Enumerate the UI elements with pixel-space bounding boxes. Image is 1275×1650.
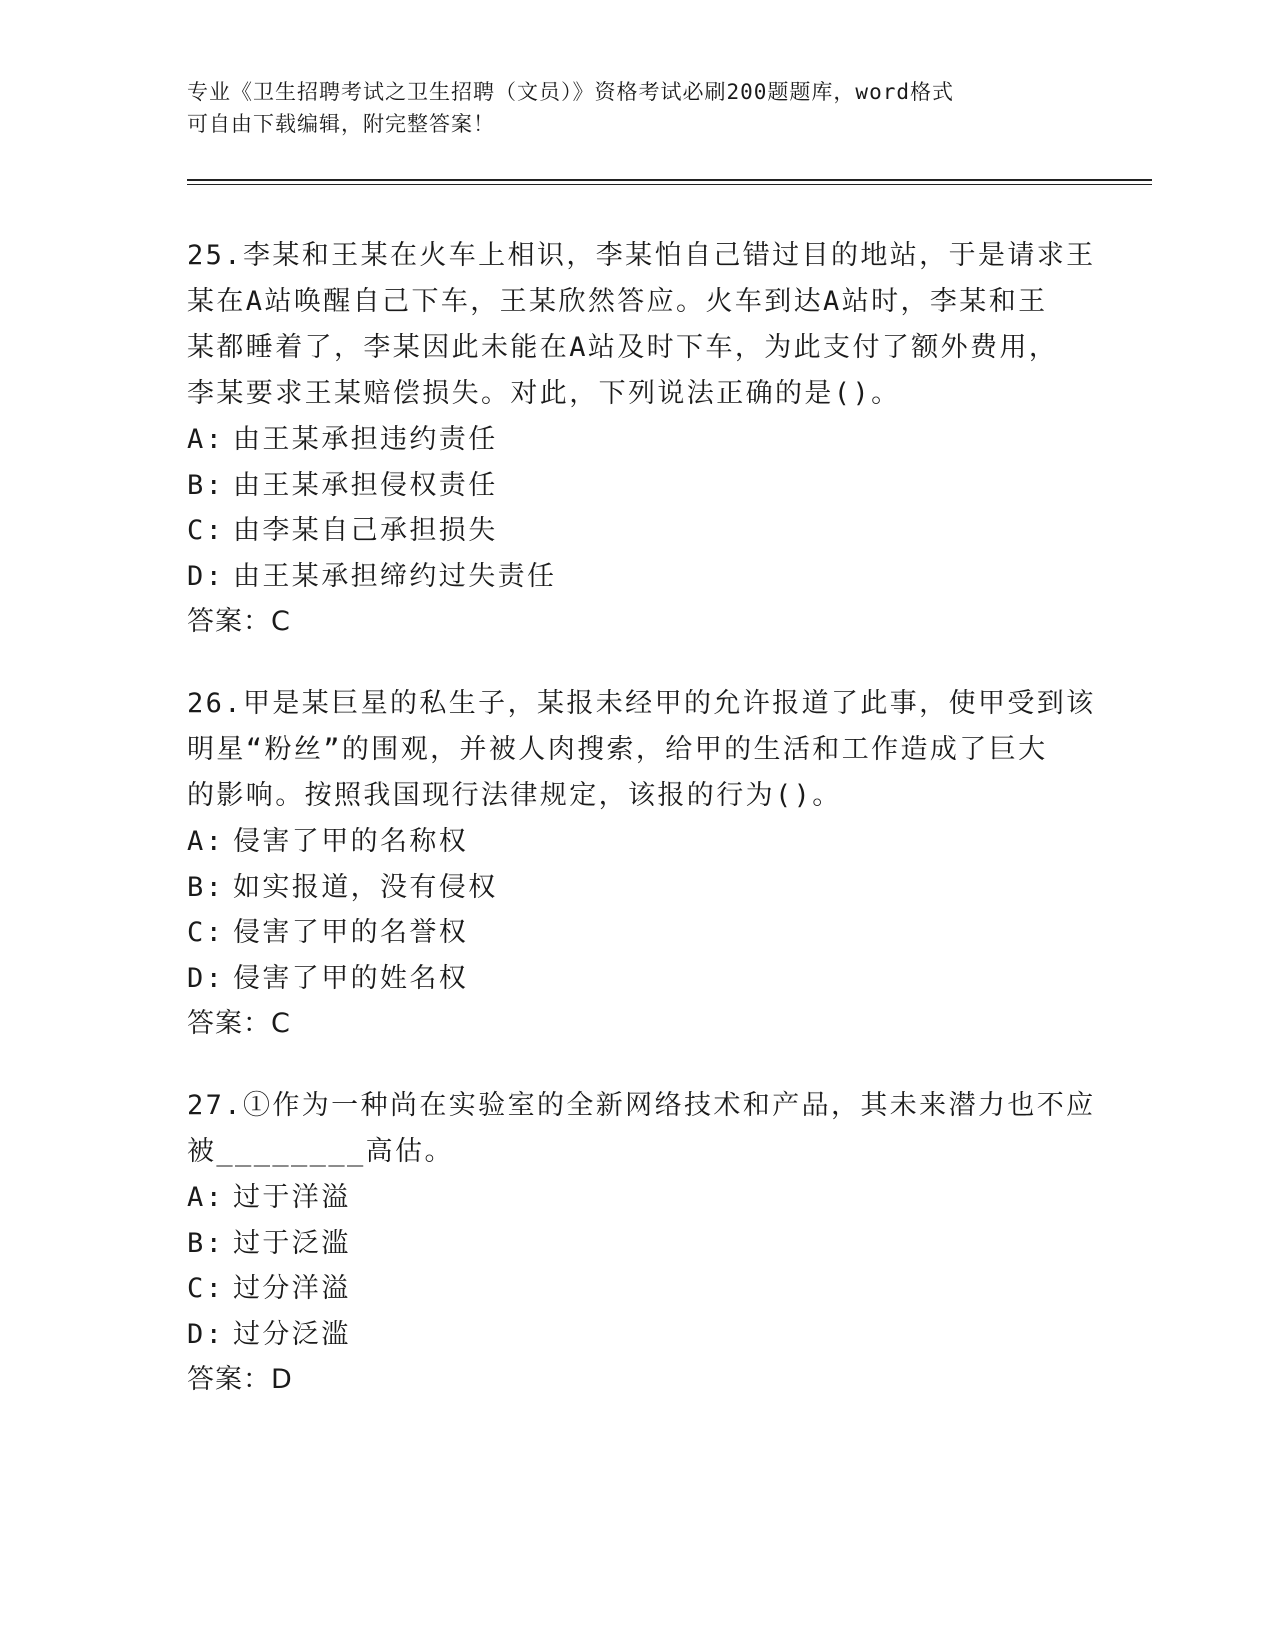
option-text: 由王某承担违约责任 (233, 424, 498, 455)
header-title-line-2: 可自由下载编辑，附完整答案！ (187, 112, 495, 136)
option-a (187, 417, 1087, 463)
question-stem-line: 的影响。按照我国现行法律规定，该报的行为()。 (187, 780, 842, 811)
option-key: C: (187, 917, 225, 948)
question-list (187, 233, 1096, 1439)
question-stem-line: 26.甲是某巨星的私生子，某报未经甲的允许报道了此事，使甲受到该 (187, 688, 1096, 719)
option-b (187, 865, 1087, 911)
option-key: D: (187, 1318, 225, 1350)
option-b (187, 1221, 1087, 1267)
question-stem-line: 某在A站唤醒自己下车，王某欣然答应。火车到达A站时，李某和王 (187, 286, 1048, 317)
option-c (187, 1266, 1087, 1312)
option-b (187, 463, 1087, 509)
question-stem-line: 某都睡着了，李某因此未能在A站及时下车，为此支付了额外费用， (187, 332, 1059, 363)
option-c (187, 508, 1087, 554)
option-key: C: (187, 515, 225, 546)
option-key: B: (187, 1227, 225, 1259)
answer-line: 答案：C (187, 606, 291, 637)
option-key: A: (187, 1182, 225, 1213)
answer-line: 答案：D (187, 1364, 293, 1395)
option-text: 侵害了甲的名誉权 (233, 917, 469, 948)
option-d (187, 1312, 1087, 1358)
document-header (187, 76, 1087, 140)
option-text: 侵害了甲的姓名权 (233, 962, 469, 994)
option-key: B: (187, 469, 225, 501)
option-text: 由王某承担侵权责任 (233, 469, 498, 501)
option-key: C: (187, 1273, 225, 1304)
question-stem-line: 李某要求王某赔偿损失。对此，下列说法正确的是()。 (187, 378, 901, 409)
option-key: A: (187, 826, 225, 857)
option-key: B: (187, 871, 225, 903)
option-text: 侵害了甲的名称权 (233, 826, 469, 857)
question-stem-line: 明星“粉丝”的围观，并被人肉搜索，给甲的生活和工作造成了巨大 (187, 734, 1048, 765)
question-25 (187, 233, 1096, 645)
option-text: 过于泛滥 (233, 1227, 351, 1259)
question-stem-line: 27.①作为一种尚在实验室的全新网络技术和产品，其未来潜力也不应 (187, 1090, 1096, 1121)
option-text: 由李某自己承担损失 (233, 515, 498, 546)
option-text: 如实报道，没有侵权 (233, 871, 498, 903)
option-d (187, 956, 1087, 1002)
question-stem-line: 被________高估。 (187, 1136, 454, 1167)
answer-line: 答案：C (187, 1008, 291, 1039)
option-text: 由王某承担缔约过失责任 (233, 560, 557, 592)
option-key: A: (187, 424, 225, 455)
option-a (187, 819, 1087, 865)
header-title-line-1: 专业《卫生招聘考试之卫生招聘（文员）》资格考试必刷200题题库，word格式 (187, 80, 954, 104)
header-divider-thick (187, 179, 1152, 181)
option-c (187, 910, 1087, 956)
option-text: 过分洋溢 (233, 1273, 351, 1304)
question-27 (187, 1083, 1096, 1403)
option-text: 过于洋溢 (233, 1182, 351, 1213)
header-divider-thin (187, 184, 1152, 185)
option-key: D: (187, 962, 225, 994)
question-26 (187, 681, 1096, 1047)
option-a (187, 1175, 1087, 1221)
question-stem-line: 25.李某和王某在火车上相识，李某怕自己错过目的地站，于是请求王 (187, 240, 1096, 271)
option-text: 过分泛滥 (233, 1318, 351, 1350)
option-d (187, 554, 1087, 600)
option-key: D: (187, 560, 225, 592)
